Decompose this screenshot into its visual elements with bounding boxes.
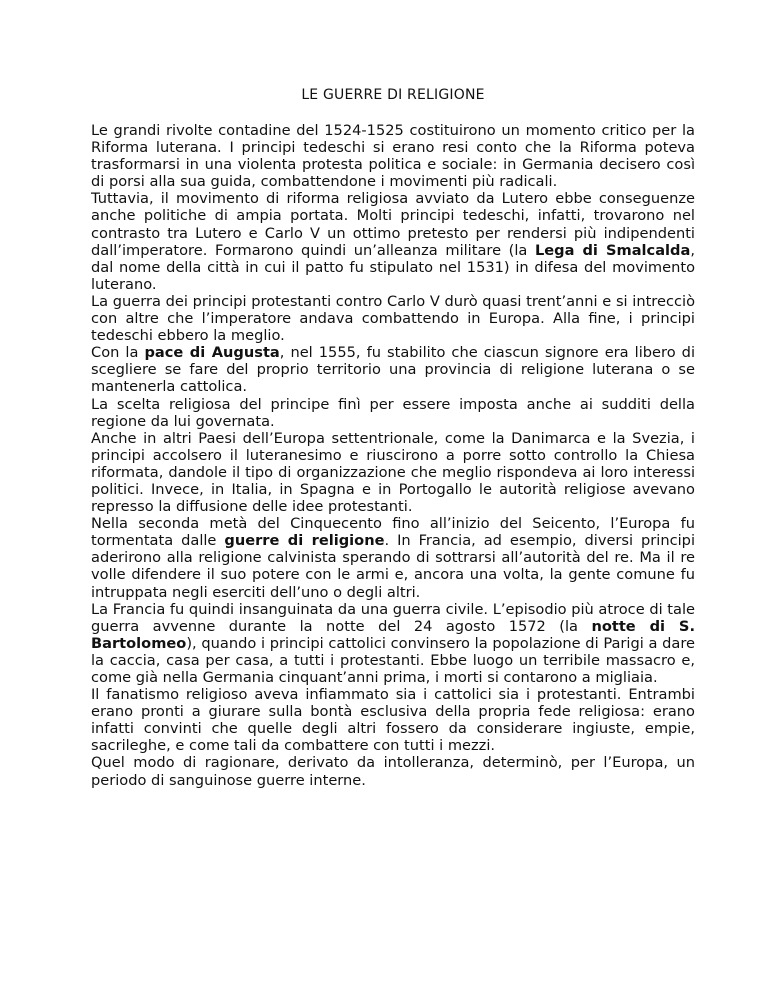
paragraph-text: ), quando i principi cattolici convinsero la popolazione di Parigi a dare la caccia, casa per casa, a tutti i protestanti. Ebbe luogo un terribile massacro e, come già nella Germania cinquant’anni prima, i morti si contarono a migliaia. (91, 634, 695, 686)
paragraph (91, 293, 695, 344)
paragraph-text: Anche in altri Paesi dell’Europa settentrionale, come la Danimarca e la Svezia, i principi accolsero il luteranesimo e riuscirono a porre sotto controllo la Chiesa riformata, dandole il tipo di organizzazione che meglio rispondeva ai loro interessi politici. Invece, in Italia, in Spagna e in Portogallo le autorità religiose avevano represso la diffusione delle idee protestanti. (91, 429, 695, 516)
paragraph-text: La Francia fu quindi insanguinata da una guerra civile. L’episodio più atroce di tale guerra avvenne durante la notte del 24 agosto 1572 (la (91, 600, 695, 635)
paragraph-text: Il fanatismo religioso aveva infiammato sia i cattolici sia i protestanti. Entrambi erano pronti a giurare sulla bontà esclusiva della propria fede religiosa: erano infatti convinti che quelle degli altri fossero da considerare ingiuste, empie, sacrileghe, e come tali da combattere con tutti i mezzi. (91, 686, 695, 755)
bold-term: guerre di religione (224, 532, 385, 550)
paragraph (91, 601, 695, 686)
paragraph-text: Le grandi rivolte contadine del 1524-1525 costituirono un momento critico per la Riforma luterana. I principi tedeschi si erano resi conto che la Riforma poteva trasformarsi in una violenta protesta politica e sociale: in Germania decisero così di porsi alla sua guida, combattendone i movimenti più radicali. (91, 122, 695, 191)
bold-term: Lega di Smalcalda (534, 241, 691, 259)
paragraph (91, 190, 695, 293)
paragraph-text: La scelta religiosa del principe finì per essere imposta anche ai sudditi della regione da lui governata. (91, 395, 695, 430)
paragraph (91, 686, 695, 754)
document-title: LE GUERRE DI RELIGIONE (301, 87, 485, 103)
paragraph-text: Con la (91, 344, 145, 362)
paragraph (91, 430, 695, 515)
bold-term: pace di Augusta (144, 344, 280, 362)
paragraph (91, 515, 695, 600)
bold-term: notte di S. Bartolomeo (91, 617, 695, 652)
paragraph-text: La guerra dei principi protestanti contro Carlo V durò quasi trent’anni e si intrecciò con altre che l’imperatore andava combattendo in Europa. Alla fine, i principi tedeschi ebbero la meglio. (91, 292, 695, 345)
paragraph (91, 396, 695, 430)
document-page (91, 86, 695, 789)
paragraph-text: Nella seconda metà del Cinquecento fino all’inizio del Seicento, l’Europa fu tormentata dalle (91, 515, 695, 550)
document-body (91, 122, 695, 789)
paragraph (91, 122, 695, 190)
paragraph-text: . In Francia, ad esempio, diversi principi aderirono alla religione calvinista sperando di sottrarsi all’autorità del re. Ma il re volle difendere il suo potere con le armi e, ancora una volta, la gente comune fu intruppata negli eserciti dell’uno o degli altri. (91, 532, 696, 601)
paragraph-text: Quel modo di ragionare, derivato da intolleranza, determinò, per l’Europa, un periodo di sanguinose guerre interne. (91, 754, 695, 789)
paragraph-text: , dal nome della città in cui il patto fu stipulato nel 1531) in difesa del movimento luterano. (91, 241, 695, 293)
paragraph (91, 754, 695, 788)
paragraph-text: , nel 1555, fu stabilito che ciascun signore era libero di scegliere se fare del proprio territorio una provincia di religione luterana o se mantenerla cattolica. (91, 344, 695, 396)
paragraph-text: Tuttavia, il movimento di riforma religiosa avviato da Lutero ebbe conseguenze anche politiche di ampia portata. Molti principi tedeschi, infatti, trovarono nel contrasto tra Lutero e Carlo V un ottimo pretesto per rendersi più indipendenti dall’imperatore. Formarono quindi un’alleanza militare (la (91, 190, 695, 259)
paragraph (91, 344, 695, 395)
